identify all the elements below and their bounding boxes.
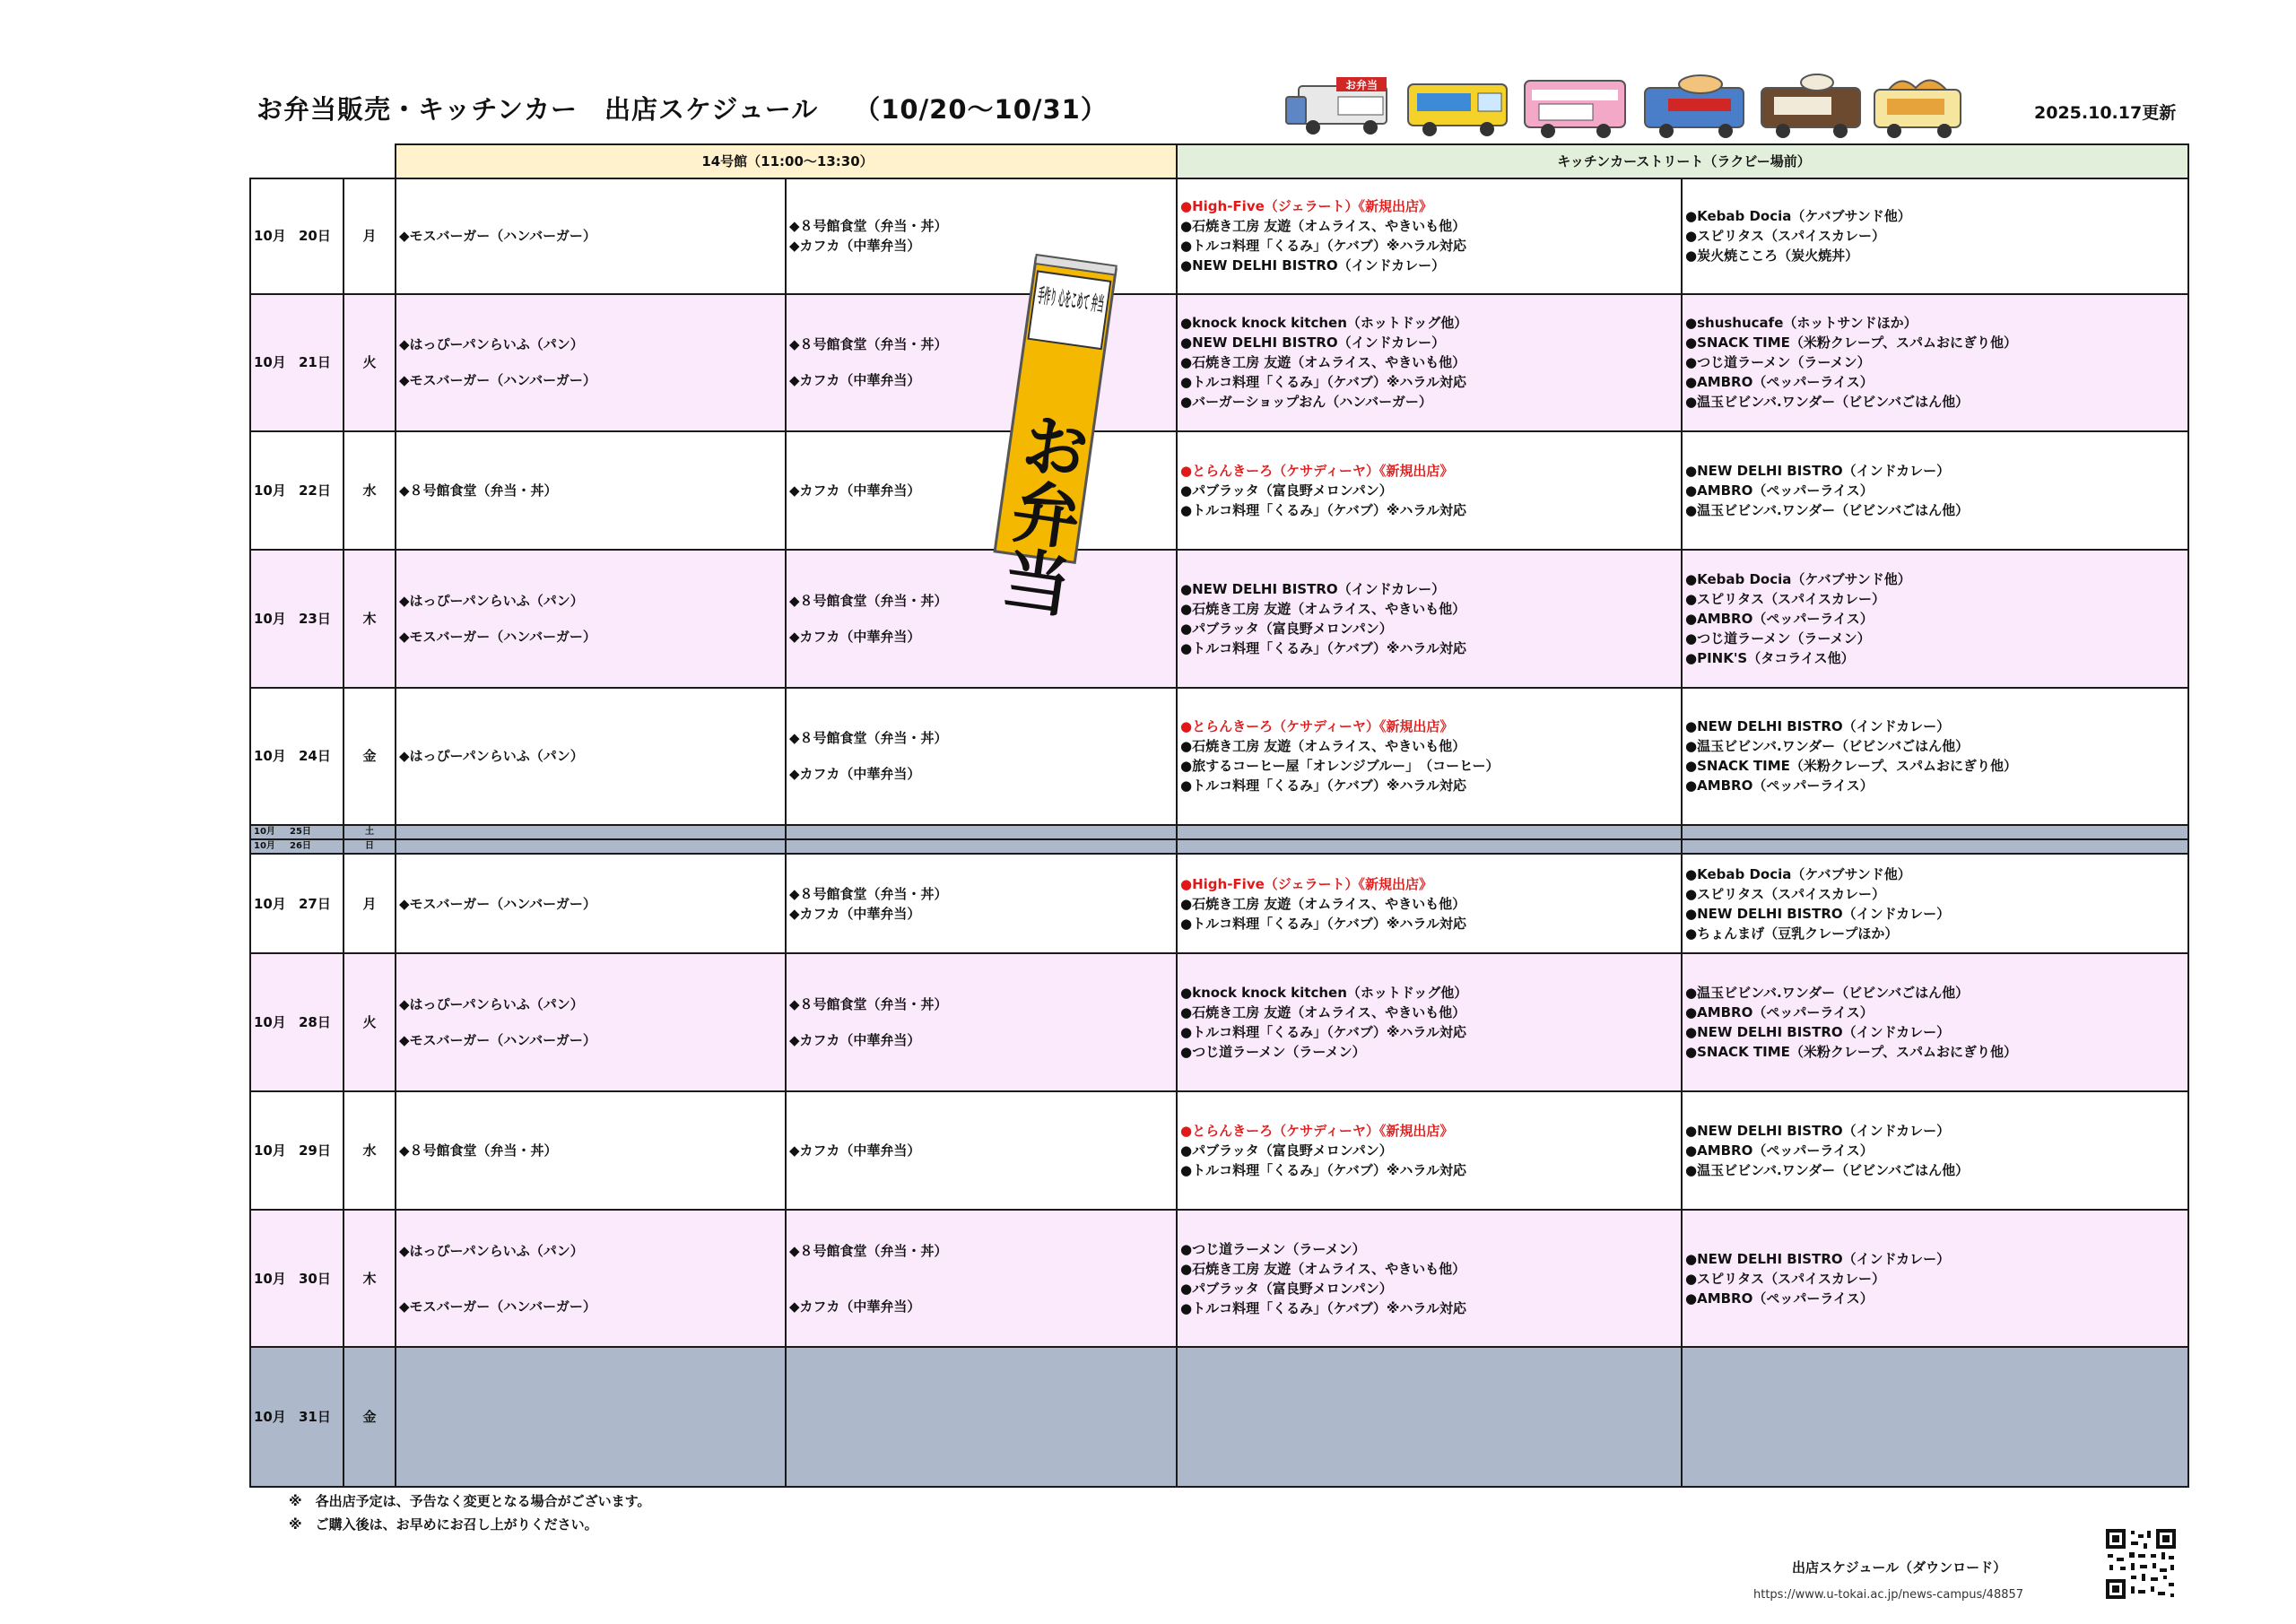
vendor-item: ◆カフカ（中華弁当） [789,372,921,389]
vendor-cell [1682,550,2188,687]
vendor-item: ●つじ道ラーメン（ラーメン） [1685,630,1871,647]
date-cell [250,294,344,431]
vendor-cell [1177,1347,1682,1487]
month-label: 10月 [254,1014,286,1031]
vendor-cell [1682,953,2188,1090]
vendor-item: ●AMBRO（ペッパーライス） [1685,1142,1874,1159]
vendor-item: ●Kebab Docia（ケバブサンド他） [1685,865,1911,882]
vendor-item: ●knock knock kitchen（ホットドッグ他） [1180,315,1468,332]
vendor-cell [1682,294,2188,431]
vendor-item: ●NEW DELHI BISTRO（インドカレー） [1180,257,1446,274]
title-text: お弁当販売・キッチンカー 出店スケジュール [257,94,819,125]
vendor-item: ●NEW DELHI BISTRO（インドカレー） [1685,905,1951,922]
vendor-item: ◆はっぴーパンらいふ（パン） [399,996,584,1013]
column-header-row [250,144,2188,178]
vendor-item: ●AMBRO（ペッパーライス） [1685,374,1874,391]
vendor-item: ●スピリタス（スパイスカレー） [1685,1270,1885,1287]
vendor-item: ●温玉ビビンバ.ワンダー（ビビンバごはん他） [1685,1161,1970,1178]
vendor-item: ◆モスバーガー（ハンバーガー） [399,372,596,389]
vendor-item: ●NEW DELHI BISTRO（インドカレー） [1685,718,1951,735]
vendor-item: ●つじ道ラーメン（ラーメン） [1180,1044,1366,1061]
date-cell [250,1347,344,1487]
vendor-item: ●トルコ料理「くるみ」（ケバブ）※ハラル対応 [1180,238,1466,255]
day-label: 26日 [290,841,311,852]
day-label: 27日 [299,895,331,912]
vendor-item: ●温玉ビビンバ.ワンダー（ビビンバごはん他） [1685,502,1970,519]
food-truck-icon [1525,81,1625,138]
vendor-item: ●スピリタス（スパイスカレー） [1685,590,1885,607]
date-cell [250,854,344,953]
schedule-row [250,178,2188,293]
food-truck-icon [1408,84,1507,136]
vendor-item: ◆８号館食堂（弁当・丼） [399,482,558,499]
vendor-item: ◆モスバーガー（ハンバーガー） [399,895,596,912]
vendor-item: ●トルコ料理「くるみ」（ケバブ）※ハラル対応 [1180,1024,1466,1041]
vendor-item: ●石焼き工房 友遊（オムライス、やきいも他） [1180,1004,1466,1021]
schedule-row [250,825,2188,839]
schedule-row [250,1347,2188,1487]
vendor-item: ●ちょんまげ（豆乳クレープほか） [1685,925,1899,942]
vendor-cell [396,688,786,825]
vendor-item: ◆８号館食堂（弁当・丼） [789,996,948,1013]
day-label: 23日 [299,610,331,627]
weekday-cell: 水 [344,431,396,550]
vendor-gap [789,748,1176,764]
weekday-cell: 月 [344,178,396,293]
date-cell [250,1210,344,1347]
vendor-gap [789,1261,1176,1297]
vendor-cell [396,550,786,687]
vendor-item: ●トルコ料理「くるみ」（ケバブ）※ハラル対応 [1180,915,1466,932]
vendor-item: ●石焼き工房 友遊（オムライス、やきいも他） [1180,354,1466,371]
updated-date: 2025.10.17更新 [2034,103,2177,123]
vendor-item: ◆８号館食堂（弁当・丼） [789,885,948,902]
day-label: 20日 [299,228,331,245]
weekday-cell: 木 [344,1210,396,1347]
truck-sign-text: お弁当 [1344,79,1378,91]
vendor-item: ●NEW DELHI BISTRO（インドカレー） [1180,580,1446,597]
date-cell [250,550,344,687]
vendor-cell [786,688,1177,825]
vendor-cell [1177,688,1682,825]
weekday-cell: 月 [344,854,396,953]
vendor-item: ◆８号館食堂（弁当・丼） [789,218,948,235]
weekday-cell: 火 [344,953,396,1090]
header-kitchen-street: キッチンカーストリート（ラクビー場前） [1177,144,2188,178]
vendor-cell [786,854,1177,953]
vendor-gap [789,611,1176,627]
vendor-item: ◆カフカ（中華弁当） [789,766,921,783]
page-title [257,90,1108,126]
vendor-item: ◆８号館食堂（弁当・丼） [789,592,948,609]
vendor-item: ◆モスバーガー（ハンバーガー） [399,1032,596,1049]
vendor-item: ●スピリタス（スパイスカレー） [1685,885,1885,902]
vendor-item: ◆カフカ（中華弁当） [789,1298,921,1315]
vendor-item: ●トルコ料理「くるみ」（ケバブ）※ハラル対応 [1180,777,1466,795]
vendor-cell [1177,1091,1682,1210]
date-cell [250,431,344,550]
vendor-cell [396,294,786,431]
vendor-item: ●パブラッタ（富良野メロンパン） [1180,1280,1393,1297]
vendor-cell [1177,825,1682,839]
date-cell [250,1091,344,1210]
vendor-item: ◆８号館食堂（弁当・丼） [789,336,948,353]
vendor-item: ●炭火焼こころ（炭火焼丼） [1685,248,1859,265]
schedule-row [250,688,2188,825]
food-truck-icon [1286,77,1387,135]
vendor-cell [786,550,1177,687]
vendor-item: ●とらんきーろ（ケサディーヤ）《新規出店》 [1180,463,1454,480]
month-label: 10月 [254,827,275,838]
month-label: 10月 [254,1142,286,1159]
vendor-item: ●温玉ビビンバ.ワンダー（ビビンバごはん他） [1685,738,1970,755]
vendor-item: ●NEW DELHI BISTRO（インドカレー） [1685,1122,1951,1139]
vendor-cell [1177,953,1682,1090]
vendor-cell [786,825,1177,839]
month-label: 10月 [254,841,275,852]
vendor-item: ●SNACK TIME（米粉クレープ、スパムおにぎり他） [1685,1044,2017,1061]
vendor-cell [786,1347,1177,1487]
month-label: 10月 [254,895,286,912]
vendor-gap [399,1014,785,1030]
month-label: 10月 [254,748,286,765]
bento-banner [979,253,1123,620]
vendor-item: ◆はっぴーパンらいふ（パン） [399,336,584,353]
schedule-row [250,1091,2188,1210]
vendor-cell [396,839,786,854]
vendor-item: ●shushucafe（ホットサンドほか） [1685,315,1918,332]
schedule-row [250,1210,2188,1347]
vendor-item: ●NEW DELHI BISTRO（インドカレー） [1685,463,1951,480]
schedule-row [250,294,2188,431]
vendor-item: ●つじ道ラーメン（ラーメン） [1180,1240,1366,1257]
vendor-cell [396,178,786,293]
weekday-cell: 火 [344,294,396,431]
vendor-cell [1682,1347,2188,1487]
notes [289,1489,650,1536]
vendor-item: ◆カフカ（中華弁当） [789,628,921,645]
vendor-item: ●knock knock kitchen（ホットドッグ他） [1180,985,1468,1002]
vendor-item: ●NEW DELHI BISTRO（インドカレー） [1685,1250,1951,1267]
vendor-item: ●石焼き工房 友遊（オムライス、やきいも他） [1180,1260,1466,1277]
vendor-item: ●PINK'S（タコライス他） [1685,649,1855,666]
vendor-cell [1682,1091,2188,1210]
vendor-cell [1682,431,2188,550]
weekday-cell: 水 [344,1091,396,1210]
vendor-item: ◆モスバーガー（ハンバーガー） [399,1298,596,1315]
vendor-cell [1682,825,2188,839]
schedule-table [249,143,2189,1488]
vendor-cell [1177,550,1682,687]
vendor-gap [789,1014,1176,1030]
day-label: 25日 [290,827,311,838]
vendor-item: ●Kebab Docia（ケバブサンド他） [1685,570,1911,587]
vendor-item: ●パブラッタ（富良野メロンパン） [1180,620,1393,637]
month-label: 10月 [254,1270,286,1287]
title-date-range: （10/20～10/31） [854,94,1108,125]
vendor-item: ◆カフカ（中華弁当） [789,1032,921,1049]
vendor-item: ●石焼き工房 友遊（オムライス、やきいも他） [1180,218,1466,235]
vendor-cell [396,825,786,839]
vendor-item: ◆はっぴーパンらいふ（パン） [399,592,584,609]
vendor-item: ●NEW DELHI BISTRO（インドカレー） [1180,334,1446,352]
vendor-item: ●AMBRO（ペッパーライス） [1685,1290,1874,1307]
vendor-item: ◆はっぴーパンらいふ（パン） [399,748,584,765]
vendor-cell [786,1210,1177,1347]
vendor-item: ●トルコ料理「くるみ」（ケバブ）※ハラル対応 [1180,1161,1466,1178]
vendor-gap [399,1261,785,1297]
vendor-cell [396,1091,786,1210]
month-label: 10月 [254,228,286,245]
schedule-row [250,854,2188,953]
vendor-item: ●バーガーショップおん（ハンバーガー） [1180,394,1432,411]
vendor-item: ●とらんきーろ（ケサディーヤ）《新規出店》 [1180,718,1454,735]
schedule-row [250,550,2188,687]
vendor-cell [396,1347,786,1487]
vendor-cell [1682,688,2188,825]
vendor-gap [399,611,785,627]
vendor-item: ●石焼き工房 友遊（オムライス、やきいも他） [1180,600,1466,617]
vendor-cell [396,1210,786,1347]
date-cell [250,825,344,839]
vendor-item: ◆モスバーガー（ハンバーガー） [399,628,596,645]
vendor-cell [396,953,786,1090]
weekday-cell: 木 [344,550,396,687]
day-label: 31日 [299,1409,331,1426]
food-truck-illustrations [1283,72,1964,140]
month-label: 10月 [254,354,286,371]
weekday-cell: 金 [344,688,396,825]
day-label: 21日 [299,354,331,371]
day-label: 29日 [299,1142,331,1159]
vendor-gap [399,354,785,370]
vendor-item: ●AMBRO（ペッパーライス） [1685,610,1874,627]
vendor-item: ●とらんきーろ（ケサディーヤ）《新規出店》 [1180,1122,1454,1139]
vendor-cell [1682,854,2188,953]
month-label: 10月 [254,610,286,627]
banner-big-text: お弁当 [987,405,1095,620]
vendor-item: ●SNACK TIME（米粉クレープ、スパムおにぎり他） [1685,334,2017,352]
vendor-item: ◆カフカ（中華弁当） [789,905,921,922]
vendor-item: ●AMBRO（ペッパーライス） [1685,1004,1874,1021]
vendor-cell [396,854,786,953]
vendor-cell [1177,1210,1682,1347]
vendor-item: ◆はっぴーパンらいふ（パン） [399,1242,584,1259]
vendor-item: ●石焼き工房 友遊（オムライス、やきいも他） [1180,895,1466,912]
date-cell [250,839,344,854]
header-14gokan: 14号館（11:00～13:30） [396,144,1177,178]
download-label: 出店スケジュール（ダウンロード） [1792,1559,2007,1576]
vendor-item: ●SNACK TIME（米粉クレープ、スパムおにぎり他） [1685,758,2017,775]
weekday-cell: 日 [344,839,396,854]
vendor-item: ●パブラッタ（富良野メロンパン） [1180,482,1393,499]
vendor-cell [1682,1210,2188,1347]
vendor-item: ●温玉ビビンバ.ワンダー（ビビンバごはん他） [1685,985,1970,1002]
vendor-item: ●旅するコーヒー屋「オレンジブルー」 （コーヒー） [1180,758,1500,775]
qr-code-icon[interactable] [2104,1527,2178,1601]
weekday-cell: 金 [344,1347,396,1487]
vendor-item: ●パブラッタ（富良野メロンパン） [1180,1142,1393,1159]
vendor-cell [1177,854,1682,953]
vendor-cell [786,1091,1177,1210]
schedule-row [250,839,2188,854]
vendor-item: ●High-Five（ジェラート）《新規出店》 [1180,875,1432,892]
food-truck-icon [1761,74,1860,138]
vendor-cell [1177,839,1682,854]
food-truck-icon [1874,80,1961,138]
download-url[interactable]: https://www.u-tokai.ac.jp/news-campus/48857 [1753,1588,2024,1602]
weekday-cell: 土 [344,825,396,839]
day-label: 30日 [299,1270,331,1287]
vendor-item: ●Kebab Docia（ケバブサンド他） [1685,208,1911,225]
vendor-item: ◆カフカ（中華弁当） [789,482,921,499]
vendor-item: ●AMBRO（ペッパーライス） [1685,482,1874,499]
day-label: 24日 [299,748,331,765]
vendor-cell [1682,178,2188,293]
vendor-item: ◆８号館食堂（弁当・丼） [789,730,948,747]
vendor-cell [1177,431,1682,550]
vendor-cell [1177,294,1682,431]
vendor-item: ◆８号館食堂（弁当・丼） [399,1142,558,1159]
vendor-item: ●High-Five（ジェラート）《新規出店》 [1180,198,1432,215]
vendor-cell [396,431,786,550]
vendor-cell [786,953,1177,1090]
vendor-item: ●つじ道ラーメン（ラーメン） [1685,354,1871,371]
vendor-item: ●トルコ料理「くるみ」（ケバブ）※ハラル対応 [1180,639,1466,656]
vendor-cell [1177,178,1682,293]
vendor-item: ●AMBRO（ペッパーライス） [1685,777,1874,795]
vendor-item: ●温玉ビビンバ.ワンダー（ビビンバごはん他） [1685,394,1970,411]
month-label: 10月 [254,1409,286,1426]
schedule-row [250,953,2188,1090]
vendor-cell [1682,839,2188,854]
vendor-item: ◆カフカ（中華弁当） [789,1142,921,1159]
note-1: ※ 各出店予定は、予告なく変更となる場合がございます。 [289,1493,651,1509]
vendor-item: ●トルコ料理「くるみ」（ケバブ）※ハラル対応 [1180,502,1466,519]
vendor-item: ●トルコ料理「くるみ」（ケバブ）※ハラル対応 [1180,1299,1466,1316]
vendor-item: ●石焼き工房 友遊（オムライス、やきいも他） [1180,738,1466,755]
vendor-cell [786,839,1177,854]
vendor-item: ◆カフカ（中華弁当） [789,238,921,255]
schedule-row [250,431,2188,550]
vendor-item: ●NEW DELHI BISTRO（インドカレー） [1685,1024,1951,1041]
date-cell [250,178,344,293]
food-truck-icon [1645,75,1744,138]
vendor-item: ●トルコ料理「くるみ」（ケバブ）※ハラル対応 [1180,374,1466,391]
vendor-item: ●スピリタス（スパイスカレー） [1685,228,1885,245]
vendor-item: ◆８号館食堂（弁当・丼） [789,1242,948,1259]
date-cell [250,688,344,825]
day-label: 22日 [299,482,331,499]
day-label: 28日 [299,1014,331,1031]
vendor-item: ◆モスバーガー（ハンバーガー） [399,228,596,245]
note-2: ※ ご購入後は、お早めにお召し上がりください。 [289,1516,598,1533]
date-cell [250,953,344,1090]
month-label: 10月 [254,482,286,499]
